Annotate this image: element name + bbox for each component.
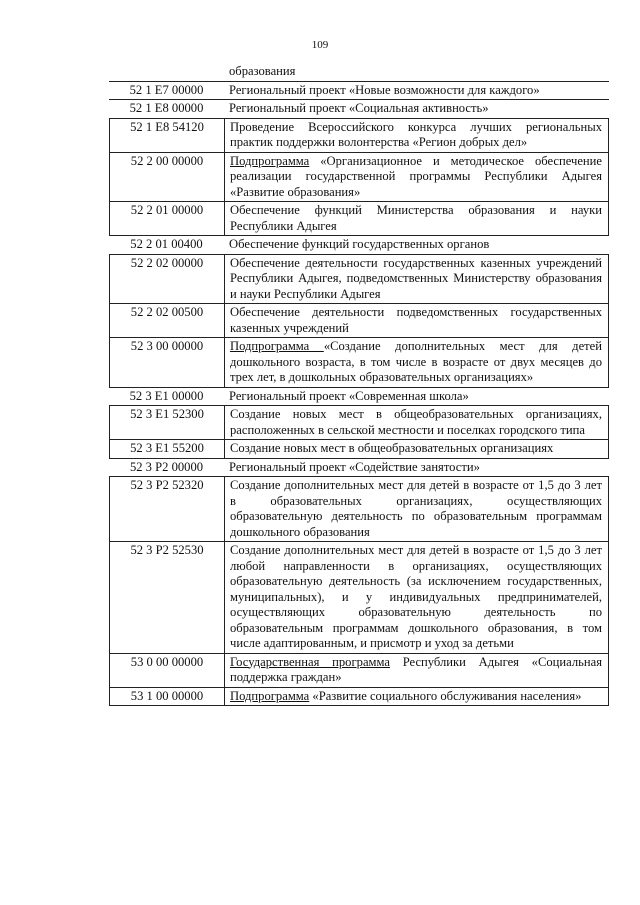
row-code: 52 2 01 00000 — [110, 202, 225, 235]
row-code: 52 2 01 00400 — [130, 237, 203, 251]
table-row — [109, 542, 609, 654]
table-row — [109, 654, 609, 688]
table-row — [109, 255, 609, 305]
row-description: Создание новых мест в общеобразовательных организациях — [230, 441, 554, 455]
table-row — [109, 477, 609, 542]
row-description: Региональный проект «Социальная активность» — [229, 101, 489, 115]
row-description: Региональный проект «Новые возможности для каждого» — [229, 82, 540, 97]
table-row — [109, 236, 609, 255]
table-row — [109, 153, 609, 203]
table-row — [109, 688, 609, 707]
row-description: Обеспечение функций Министерства образования и науки Республики Адыгея — [230, 203, 602, 233]
row-description-rest: «Организационное и методическое обеспечение реализации государственной программы Республики Адыгея «Развитие образования» — [230, 153, 602, 199]
row-description-rest: «Создание дополнительных мест для детей дошкольного возраста, в том числе в возрасте от двух месяцев до трех лет, в дошкольных образовательных организациях» — [230, 339, 603, 384]
row-code — [109, 63, 224, 65]
table-row-continuation — [109, 63, 609, 82]
row-description: Обеспечение деятельности подведомственных государственных казенных учреждений — [230, 305, 602, 335]
row-code: 52 3 P2 52320 — [110, 477, 225, 541]
row-description: образования — [229, 64, 296, 78]
row-code: 52 1 E7 00000 — [129, 82, 204, 97]
row-code: 52 1 E8 54120 — [110, 119, 225, 152]
row-description — [225, 688, 608, 706]
table-row — [109, 304, 609, 338]
row-description-rest: Республики Адыгея «Социальная поддержка граждан» — [230, 654, 602, 684]
row-description — [225, 153, 608, 202]
page-number: 109 — [311, 39, 329, 51]
row-description: Создание дополнительных мест для детей в возрасте от 1,5 до 3 лет любой направленности в организациях, осуществляющих образовательную деятельность (за исключением государственных, муниципальных), и у индивидуальных предпринимателей, осуществляющих образовательную деятельность по образовательным программам дошкольного образования, в том числе адаптированным, и присмотр и уход за детьми — [230, 543, 602, 650]
budget-classification-table — [109, 63, 609, 706]
table-row — [109, 82, 609, 101]
row-code: 52 2 00 00000 — [110, 153, 225, 202]
table-row — [109, 440, 609, 459]
row-code: 53 1 00 00000 — [110, 688, 225, 706]
row-description: Создание новых мест в общеобразовательных организациях, расположенных в сельской местности и поселках городского типа — [230, 407, 602, 437]
table-row — [109, 388, 609, 407]
row-description — [225, 338, 608, 387]
row-description: Обеспечение функций государственных органов — [229, 237, 490, 251]
row-description-rest: «Развитие социального обслуживания населения» — [309, 688, 582, 703]
row-description: Региональный проект «Современная школа» — [229, 388, 469, 403]
table-row — [109, 406, 609, 440]
table-row — [109, 119, 609, 153]
row-code: 53 0 00 00000 — [110, 654, 225, 687]
row-prefix-underlined: Подпрограмма — [230, 688, 310, 703]
row-description: Региональный проект «Содействие занятости» — [229, 459, 480, 474]
row-code: 52 2 02 00000 — [110, 255, 225, 304]
row-description: Обеспечение деятельности государственных казенных учреждений Республики Адыгея, подведомственных Министерству образования и науки Республики Адыгея — [230, 255, 602, 301]
row-prefix-underlined: Государственная программа — [230, 654, 390, 669]
row-code: 52 3 E1 55200 — [110, 440, 225, 458]
row-code: 52 3 P2 52530 — [110, 542, 225, 653]
row-description: Проведение Всероссийского конкурса лучших региональных практик поддержки волонтерства «Регион добрых дел» — [230, 119, 602, 149]
row-code: 52 3 E1 52300 — [110, 406, 225, 439]
row-prefix-underlined: Подпрограмма — [230, 339, 324, 353]
row-prefix-underlined: Подпрограмма — [230, 153, 310, 168]
table-row — [109, 202, 609, 236]
row-code: 52 3 P2 00000 — [129, 459, 204, 474]
table-row — [109, 459, 609, 478]
row-code: 52 3 E1 00000 — [129, 388, 204, 403]
row-description: Создание дополнительных мест для детей в возрасте от 1,5 до 3 лет в образовательных организациях, осуществляющих образовательную деятельность по образовательным программам дошкольного образования — [230, 478, 602, 539]
table-row — [109, 100, 609, 119]
row-description — [225, 654, 608, 687]
row-code: 52 3 00 00000 — [110, 338, 225, 387]
row-code: 52 2 02 00500 — [110, 304, 225, 337]
table-row — [109, 338, 609, 388]
row-code: 52 1 E8 00000 — [129, 101, 204, 115]
